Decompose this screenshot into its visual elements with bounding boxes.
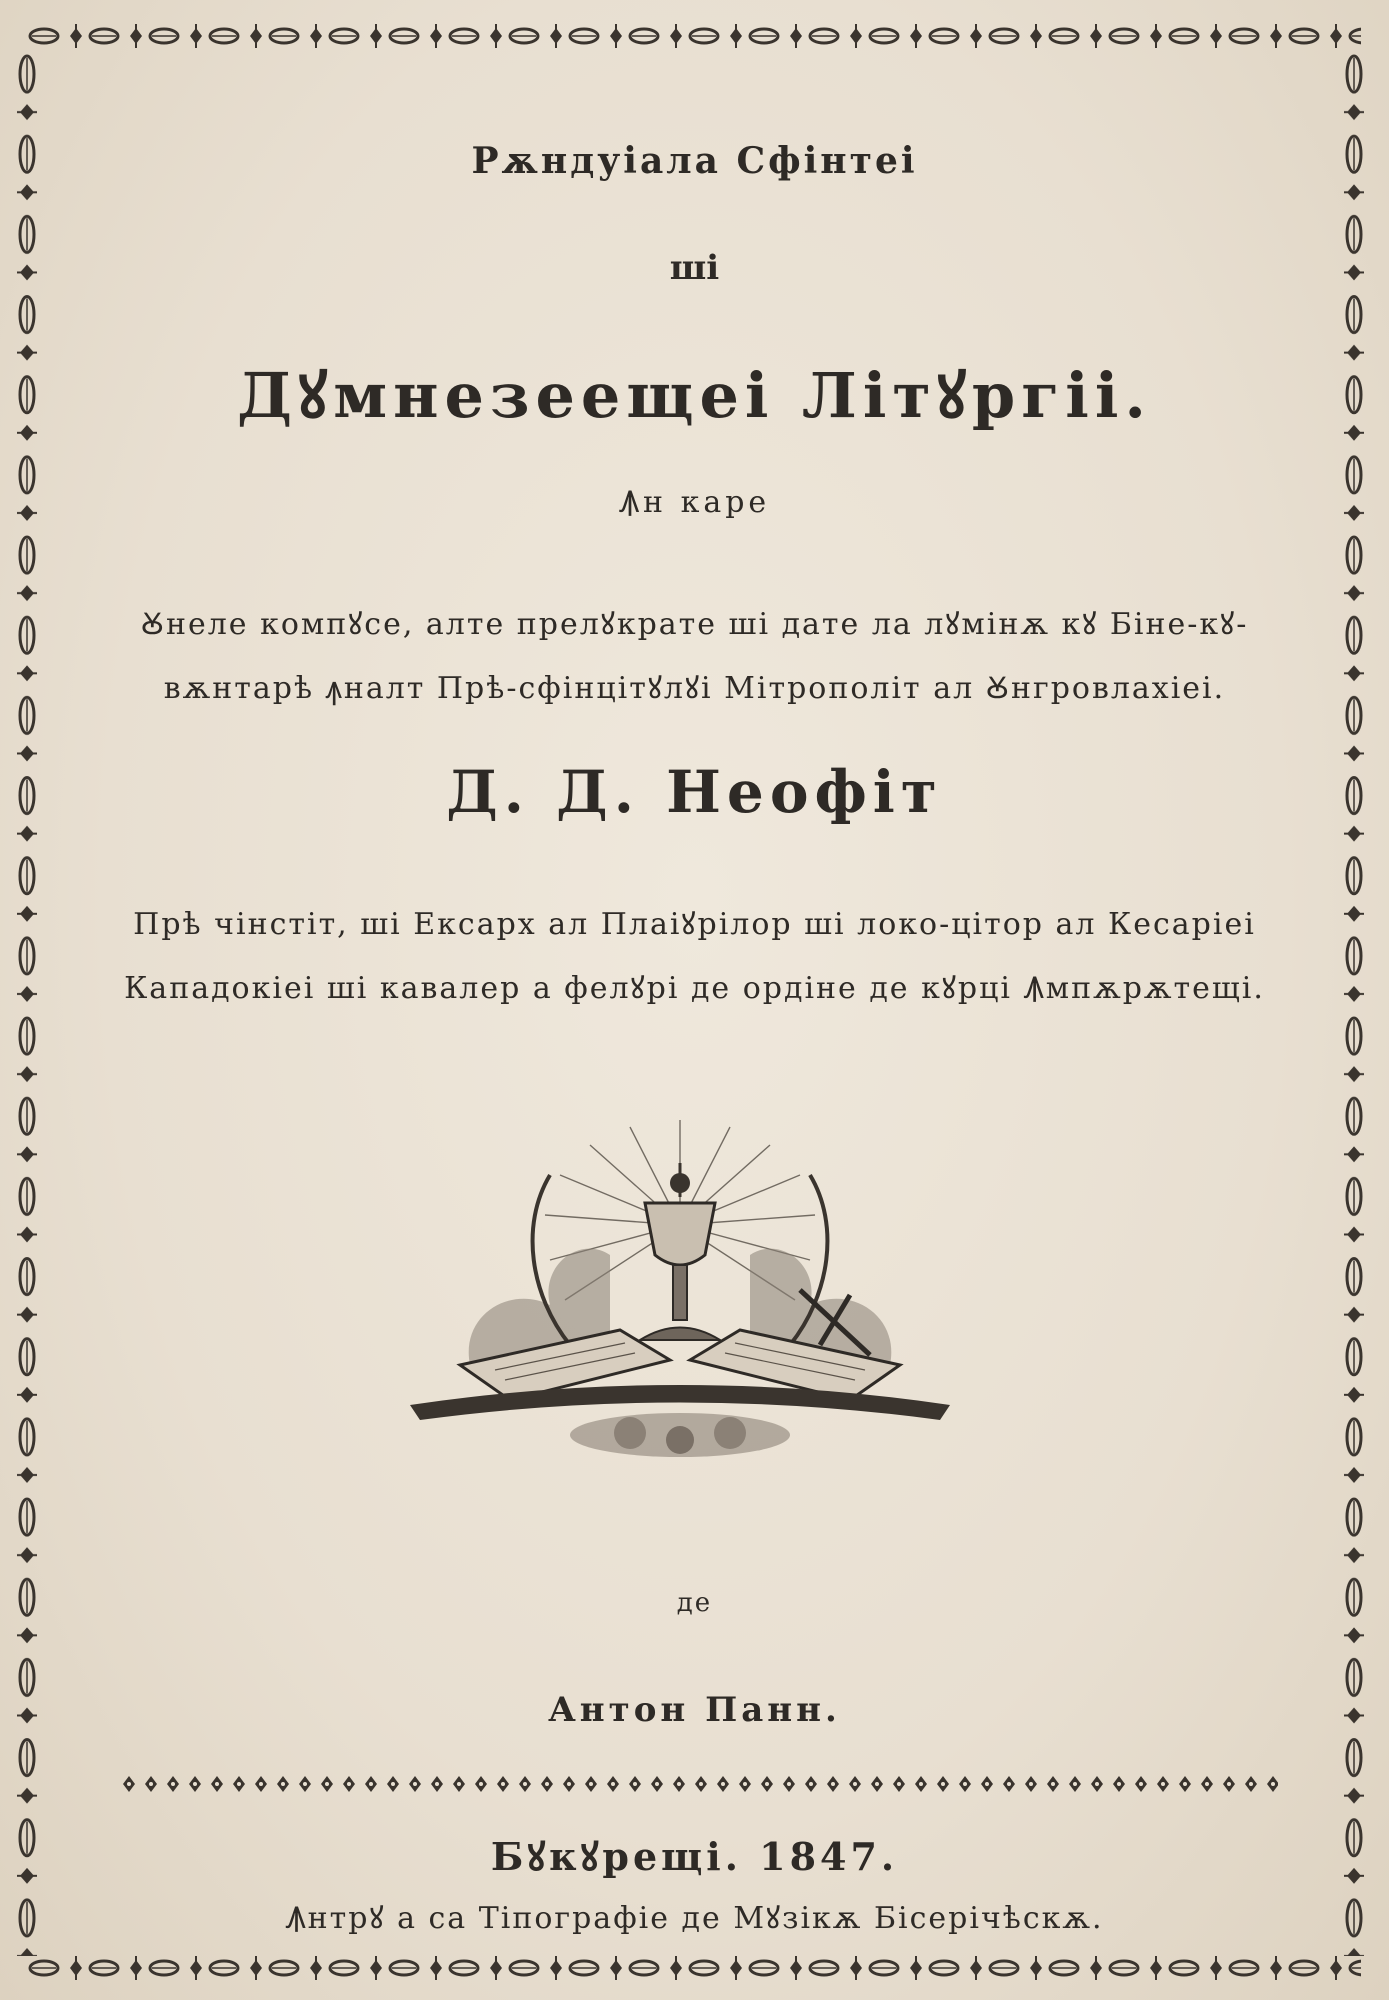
title-line-1: Рѫндуiала Сфiнтеi <box>471 140 918 182</box>
ornamental-divider <box>118 1772 1278 1796</box>
top-ornamental-border <box>28 18 1361 54</box>
title-line-2: Дꙋмнезеещеi Лiтꙋргii. <box>237 359 1152 432</box>
body-line-1: Ꙋнеле компꙋсе, алте прелꙋкрате шi дате ла лꙋмiнѫ кꙋ Бiне-кꙋ- <box>140 607 1249 642</box>
body-line-2: вѫнтарѣ ꙟналт Прѣ-сфiнцiтꙋлꙋi Мiтрополiт ал Ꙋнгровлахiеi. <box>163 671 1226 706</box>
honoree-name: Д. Д. Неофiт <box>446 758 943 826</box>
imprint-city-year: Бꙋкꙋрещi. 1847. <box>490 1834 899 1879</box>
bottom-ornamental-border <box>28 1950 1361 1986</box>
imprint-printer: Ꙟнтрꙋ а са Тiпографiе де Мꙋзiкѫ Бiсерiчѣскѫ. <box>285 1901 1104 1936</box>
by-preposition: де <box>676 1588 713 1618</box>
honors-line-2: Кападокiеi шi кавалер а фелꙋрi де ордiне де кꙋрцi Ꙟмпѫрѫтещi. <box>124 971 1265 1006</box>
title-conjunction: шi <box>669 248 720 288</box>
intro-phrase: Ꙟн каре <box>618 485 771 520</box>
honors-line-1: Прѣ чiнстiт, шi Ексарх ал Плаiꙋрiлор шi локо-цiтор ал Кесарiеi <box>133 907 1256 942</box>
chalice-with-books-icon <box>400 1115 960 1465</box>
author-name: Антон Панн. <box>548 1690 841 1730</box>
